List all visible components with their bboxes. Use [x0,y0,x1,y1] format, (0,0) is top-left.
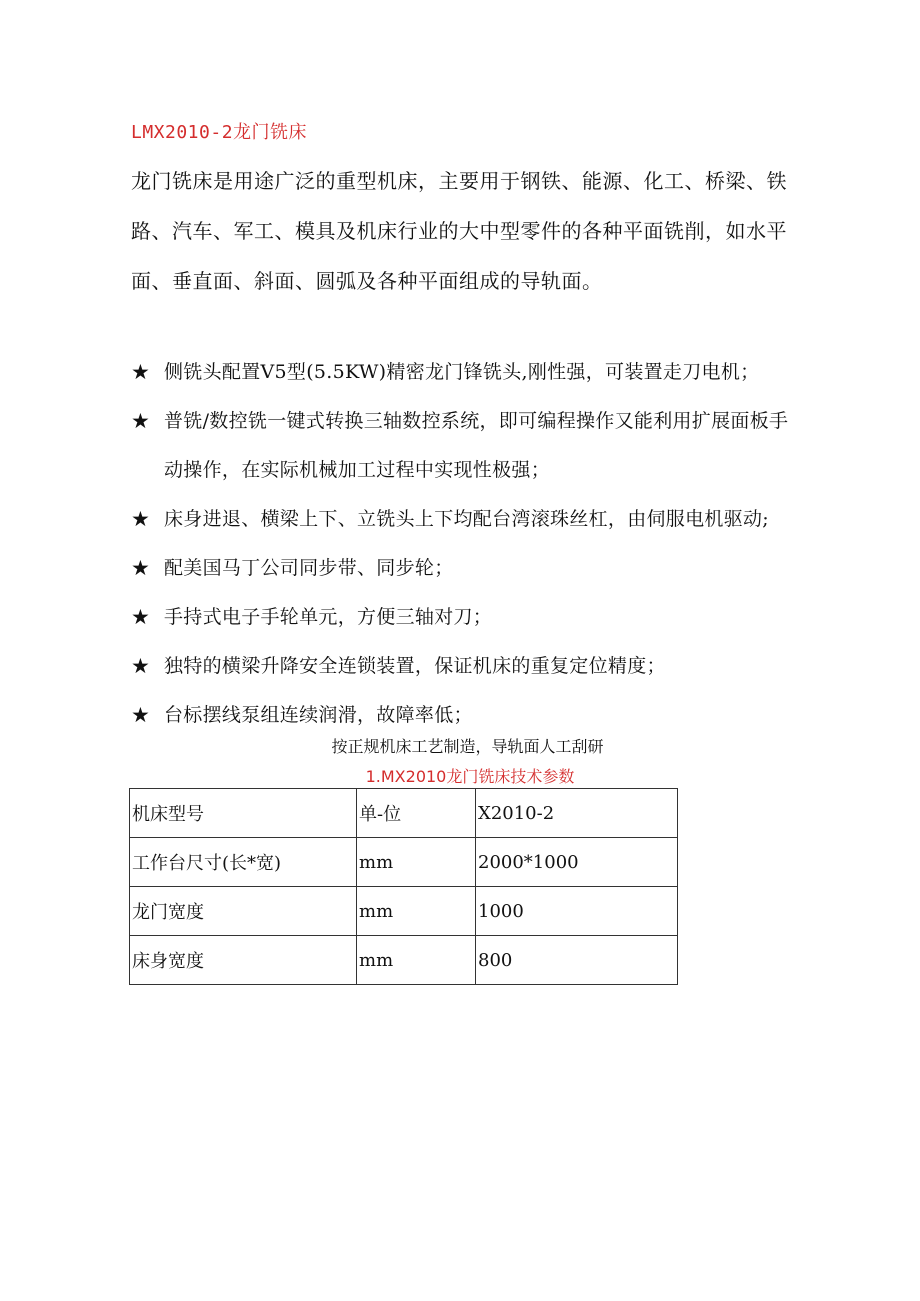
document-title: LMX2010-2龙门铣床 [131,122,308,143]
feature-item [131,397,791,495]
feature-text: 床身进退、横梁上下、立铣头上下均配台湾滚珠丝杠，由伺服电机驱动; [164,508,770,530]
star-icon: ★ [131,654,151,678]
table-cell-param: 机床型号 [130,789,357,838]
table-title: 1.MX2010龙门铣床技术参数 [365,767,575,786]
feature-item [131,544,791,593]
feature-item [131,495,791,544]
feature-text: 台标摆线泵组连续润滑，故障率低； [164,704,473,726]
spec-table [129,788,678,985]
star-icon: ★ [131,556,151,580]
table-cell-value: 1000 [476,887,678,936]
star-icon: ★ [131,507,151,531]
intro-paragraph: 龙门铣床是用途广泛的重型机床，主要用于钢铁、能源、化工、桥梁、铁路、汽车、军工、模具及机床行业的大中型零件的各种平面铣削，如水平面、垂直面、斜面、圆弧及各种平面组成的导轨面。 [131,169,787,293]
feature-text: 独特的横梁升降安全连锁装置，保证机床的重复定位精度； [164,655,666,677]
star-icon: ★ [131,605,151,629]
feature-text: 配美国马丁公司同步带、同步轮； [164,557,454,579]
feature-list [131,348,791,740]
table-cell-value: 2000*1000 [476,838,678,887]
star-icon: ★ [131,409,151,433]
table-cell-unit: mm [357,887,476,936]
feature-item [131,593,791,642]
feature-text: 手持式电子手轮单元，方便三轴对刀； [164,606,493,628]
table-cell-param: 龙门宽度 [130,887,357,936]
table-row [130,936,678,985]
star-icon: ★ [131,360,151,384]
table-cell-value: X2010-2 [476,789,678,838]
star-icon: ★ [131,703,151,727]
table-cell-value: 800 [476,936,678,985]
feature-text: 侧铣头配置V5型(5.5KW)精密龙门锋铣头,刚性强，可装置走刀电机； [164,361,760,383]
craft-statement: 按正规机床工艺制造，导轨面人工刮研 [331,737,604,756]
table-cell-unit: mm [357,936,476,985]
table-cell-unit: mm [357,838,476,887]
table-row [130,838,678,887]
table-row [130,887,678,936]
table-cell-unit: 单-位 [357,789,476,838]
table-cell-param: 床身宽度 [130,936,357,985]
feature-item [131,691,791,740]
feature-text: 普铣/数控铣一键式转换三轴数控系统，即可编程操作又能利用扩展面板手动操作，在实际机械加工过程中实现性极强； [164,410,789,481]
table-row [130,789,678,838]
feature-item [131,348,791,397]
table-cell-param: 工作台尺寸(长*宽) [130,838,357,887]
feature-item [131,642,791,691]
